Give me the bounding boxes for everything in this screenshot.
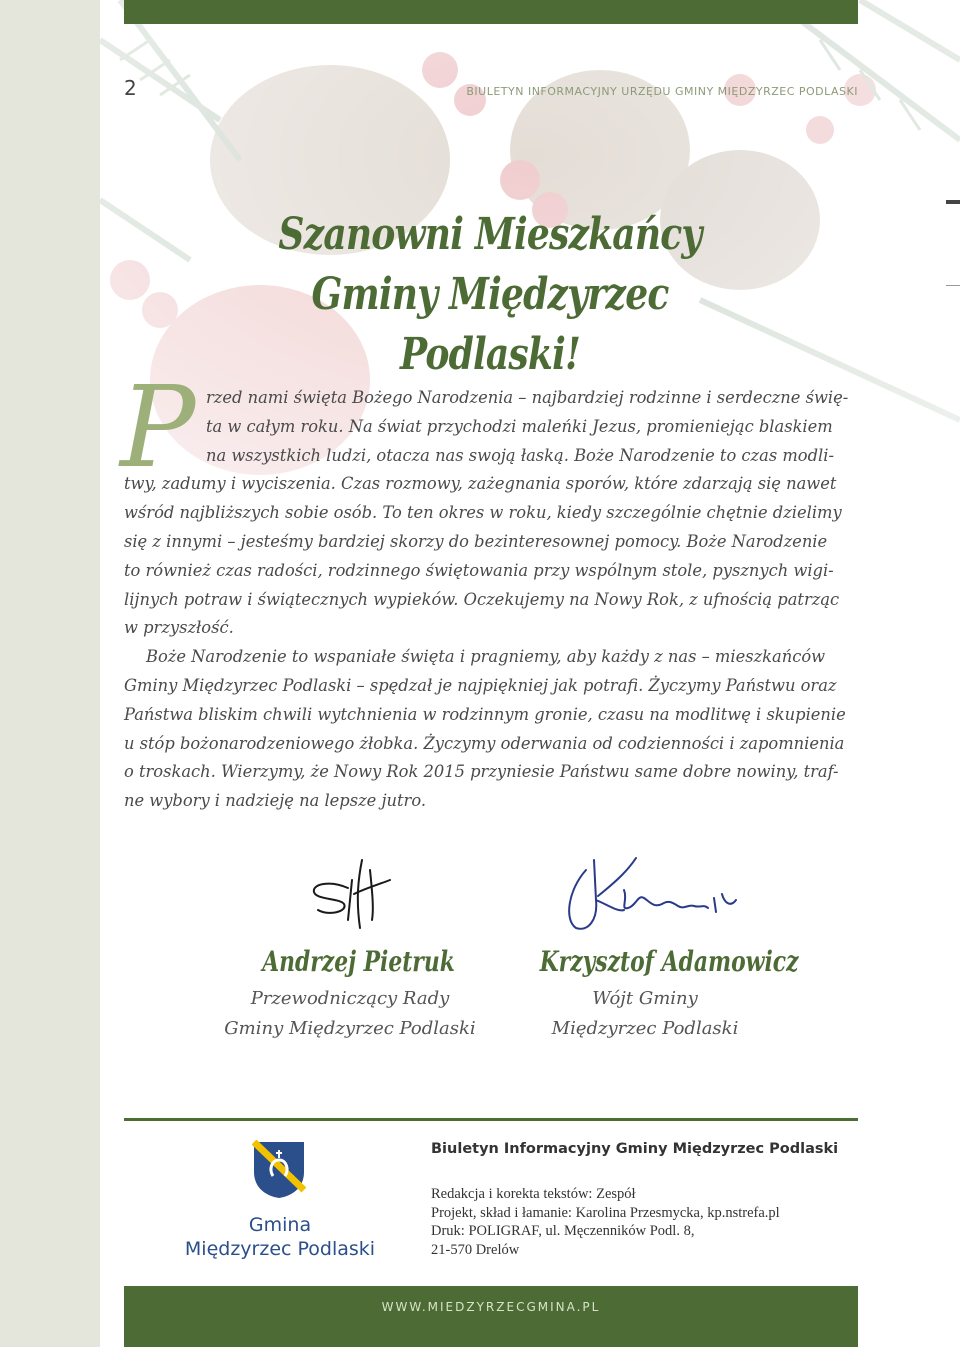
letter-line: Państwa bliskim chwili wytchnienia w rodzinnym gronie, czasu na modlitwę i skupienie xyxy=(124,704,846,724)
signatory-role-line: Wójt Gminy xyxy=(592,988,698,1009)
drop-cap: P xyxy=(120,363,196,493)
letter-line: się z innymi – jesteśmy bardziej skorzy do bezinteresownej pomocy. Boże Narodzenie xyxy=(124,531,828,551)
letter-title xyxy=(236,205,744,385)
edge-mark xyxy=(946,200,960,204)
website-link[interactable]: WWW.MIEDZYRZECGMINA.PL xyxy=(381,1300,601,1314)
letter-line: ta w całym roku. Na świat przychodzi maleńki Jezus, promieniejąc blaskiem xyxy=(206,416,833,436)
letter-body xyxy=(124,384,858,816)
letter-line: u stóp bożonarodzeniowego żłobka. Życzymy oderwania od codzienności i zapomnienia xyxy=(124,733,845,753)
bulletin-title: Biuletyn Informacyjny Gminy Międzyrzec Podlaski xyxy=(431,1141,839,1157)
edge-mark-thin xyxy=(946,285,960,286)
gmina-crest-icon xyxy=(252,1140,306,1200)
bottom-color-bar xyxy=(124,1286,858,1347)
gmina-logo-text-2: Międzyrzec Podlaski xyxy=(184,1238,376,1260)
title-line-2: Gminy Międzyrzec Podlaski! xyxy=(311,269,669,380)
signatory-role-line: Międzyrzec Podlaski xyxy=(551,1018,739,1039)
gmina-logo-text-1: Gmina xyxy=(248,1214,312,1236)
letter-line: wśród najbliższych sobie osób. To ten okres w roku, kiedy szczególnie chętnie dzielimy xyxy=(124,503,842,523)
letter-line: ne wybory i nadzieję na lepsze jutro. xyxy=(124,791,427,811)
credit-line: Redakcja i korekta tekstów: Zespół xyxy=(431,1186,636,1202)
credit-line: 21-570 Drelów xyxy=(431,1241,520,1258)
signatory-name: Andrzej Pietruk xyxy=(262,945,455,978)
letter-line: o troskach. Wierzymy, że Nowy Rok 2015 przyniesie Państwu same dobre nowiny, traf- xyxy=(124,762,839,782)
signatory-role-line: Gminy Międzyrzec Podlaski xyxy=(224,1018,476,1039)
signatory-role xyxy=(200,984,500,1044)
letter-line: rzed nami święta Bożego Narodzenia – najbardziej rodzinne i serdeczne świę- xyxy=(206,388,849,407)
letter-line: Boże Narodzenie to wspaniałe święta i pragniemy, aby każdy z nas – mieszkańców xyxy=(146,647,826,667)
letter-line: na wszystkich ludzi, otacza nas swoją łaską. Boże Narodzenie to czas modli- xyxy=(206,445,834,465)
running-header: BIULETYN INFORMACYJNY URZĘDU GMINY MIĘDZYRZEC PODLASKI xyxy=(466,85,858,98)
signature-pietruk xyxy=(300,850,400,935)
credit-line: Druk: POLIGRAF, ul. Męczenników Podl. 8, xyxy=(431,1223,695,1239)
signatory-name: Krzysztof Adamowicz xyxy=(539,945,799,978)
credit-line: Projekt, skład i łamanie: Karolina Przesmycka, kp.nstrefa.pl xyxy=(431,1204,780,1221)
signatory-role-line: Przewodniczący Rady xyxy=(250,988,450,1009)
left-margin-strip xyxy=(0,0,100,1347)
footer-divider xyxy=(124,1118,858,1121)
signature-adamowicz xyxy=(558,850,743,935)
letter-line: to również czas radości, rodzinnego świętowania przy wspólnym stole, pysznych wigi- xyxy=(124,560,834,580)
page-number: 2 xyxy=(124,76,137,100)
letter-line: lijnych potraw i świątecznych wypieków. Oczekujemy na Nowy Rok, z ufnością patrząc xyxy=(124,589,840,609)
top-color-bar xyxy=(124,0,858,24)
title-line-1: Szanowni Mieszkańcy xyxy=(278,209,702,260)
letter-line: w przyszłość. xyxy=(124,618,234,638)
credits xyxy=(431,1185,780,1259)
signatory-role xyxy=(495,984,795,1044)
letter-line: Gminy Międzyrzec Podlaski – spędzał je najpiękniej jak potrafi. Życzymy Państwu oraz xyxy=(124,675,837,695)
letter-line: twy, zadumy i wyciszenia. Czas rozmowy, zażegnania sporów, które zdarzają się nawet xyxy=(124,474,837,494)
